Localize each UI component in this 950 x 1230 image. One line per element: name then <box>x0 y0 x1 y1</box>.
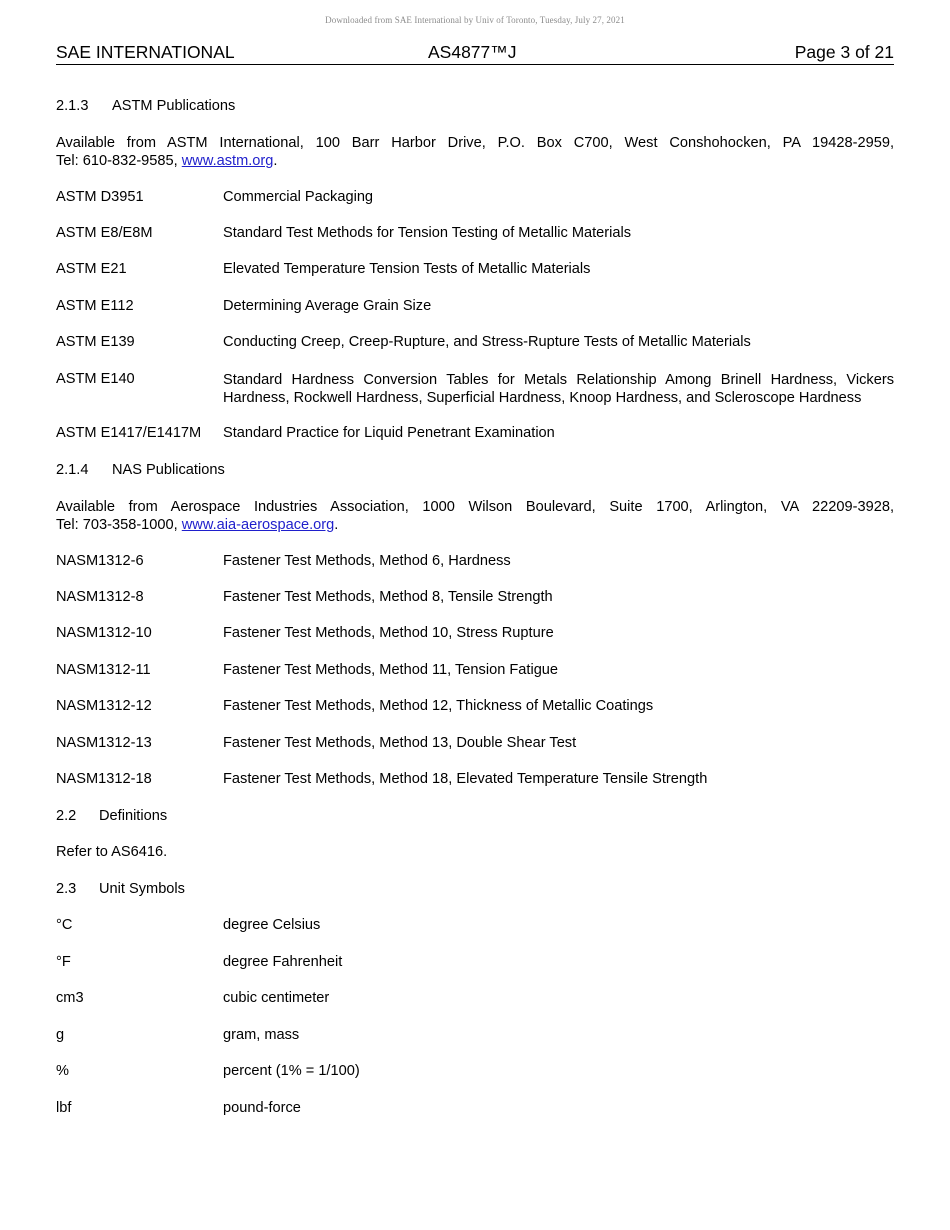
section-title: Definitions <box>99 808 168 824</box>
nas-availability <box>56 498 894 534</box>
reference-code: ASTM E139 <box>56 334 135 350</box>
reference-code: NASM1312-13 <box>56 735 152 751</box>
availability-line-2: Tel: 703-358-1000, www.aia-aerospace.org. <box>56 517 339 533</box>
reference-code: ASTM E21 <box>56 261 127 277</box>
reference-title: Fastener Test Methods, Method 6, Hardness <box>223 553 511 569</box>
section-number: 2.1.3 <box>56 98 89 114</box>
header-doc-id: AS4877™J <box>428 42 517 62</box>
unit-meaning: degree Fahrenheit <box>223 954 343 970</box>
reference-title: Fastener Test Methods, Method 10, Stress Rupture <box>223 625 554 641</box>
download-watermark: Downloaded from SAE International by Univ of Toronto, Tuesday, July 27, 2021 <box>325 15 625 25</box>
unit-symbol: cm3 <box>56 990 84 1006</box>
section-heading-definitions <box>56 808 167 824</box>
section-heading-nas <box>56 462 225 478</box>
reference-title: Standard Practice for Liquid Penetrant Examination <box>223 425 555 441</box>
definitions-text: Refer to AS6416. <box>56 844 168 860</box>
unit-meaning: pound-force <box>223 1100 301 1116</box>
availability-line-1: Available from Aerospace Industries Association, 1000 Wilson Boulevard, Suite 1700, Arlington, VA 22209-3928, <box>56 499 894 515</box>
reference-code: NASM1312-8 <box>56 589 144 605</box>
unit-meaning: gram, mass <box>223 1027 300 1043</box>
section-heading-astm <box>56 98 235 114</box>
section-number: 2.1.4 <box>56 462 89 478</box>
reference-code: NASM1312-10 <box>56 625 152 641</box>
section-title: NAS Publications <box>112 462 225 478</box>
header-org: SAE INTERNATIONAL <box>56 42 235 62</box>
reference-title: Commercial Packaging <box>223 189 374 205</box>
section-heading-unit-symbols <box>56 881 185 897</box>
aia-website-link[interactable]: www.aia-aerospace.org <box>181 517 335 533</box>
unit-meaning: degree Celsius <box>223 917 321 933</box>
availability-line-1: Available from ASTM International, 100 Barr Harbor Drive, P.O. Box C700, West Conshohocken, PA 19428-2959, <box>56 135 894 151</box>
reference-code: NASM1312-18 <box>56 771 152 787</box>
page-header <box>56 43 894 65</box>
availability-line-2: Tel: 610-832-9585, www.astm.org. <box>56 153 278 169</box>
unit-symbol: lbf <box>56 1100 72 1116</box>
unit-symbol: °F <box>56 954 71 970</box>
reference-title: Elevated Temperature Tension Tests of Metallic Materials <box>223 261 591 277</box>
section-title: ASTM Publications <box>112 98 236 114</box>
reference-title: Fastener Test Methods, Method 8, Tensile Strength <box>223 589 553 605</box>
reference-code: ASTM D3951 <box>56 189 144 205</box>
reference-title: Fastener Test Methods, Method 11, Tension Fatigue <box>223 662 559 678</box>
reference-title-line-1: Standard Hardness Conversion Tables for Metals Relationship Among Brinell Hardness, Vickers <box>223 372 894 388</box>
reference-title <box>223 371 894 407</box>
reference-code: NASM1312-6 <box>56 553 144 569</box>
unit-meaning: percent (1% = 1/100) <box>223 1063 360 1079</box>
unit-symbol: g <box>56 1027 65 1043</box>
header-page-number: Page 3 of 21 <box>794 42 894 62</box>
reference-code: ASTM E112 <box>56 298 134 314</box>
reference-title: Fastener Test Methods, Method 12, Thickness of Metallic Coatings <box>223 698 654 714</box>
section-number: 2.3 <box>56 881 77 897</box>
reference-title: Fastener Test Methods, Method 13, Double Shear Test <box>223 735 577 751</box>
reference-title: Determining Average Grain Size <box>223 298 432 314</box>
reference-title: Standard Test Methods for Tension Testing of Metallic Materials <box>223 225 632 241</box>
unit-symbol: % <box>56 1063 69 1079</box>
unit-meaning: cubic centimeter <box>223 990 330 1006</box>
reference-code: ASTM E140 <box>56 371 135 387</box>
reference-code: NASM1312-12 <box>56 698 152 714</box>
reference-title: Conducting Creep, Creep-Rupture, and Stress-Rupture Tests of Metallic Materials <box>223 334 751 350</box>
astm-website-link[interactable]: www.astm.org <box>181 153 274 169</box>
reference-code: ASTM E1417/E1417M <box>56 425 202 441</box>
section-title: Unit Symbols <box>99 881 185 897</box>
astm-availability <box>56 134 894 170</box>
reference-code: NASM1312-11 <box>56 662 151 678</box>
section-number: 2.2 <box>56 808 77 824</box>
unit-symbol: °C <box>56 917 73 933</box>
reference-code: ASTM E8/E8M <box>56 225 153 241</box>
reference-title: Fastener Test Methods, Method 18, Elevated Temperature Tensile Strength <box>223 771 708 787</box>
reference-title-line-2: Hardness, Rockwell Hardness, Superficial Hardness, Knoop Hardness, and Scleroscope Hardness <box>223 390 862 406</box>
